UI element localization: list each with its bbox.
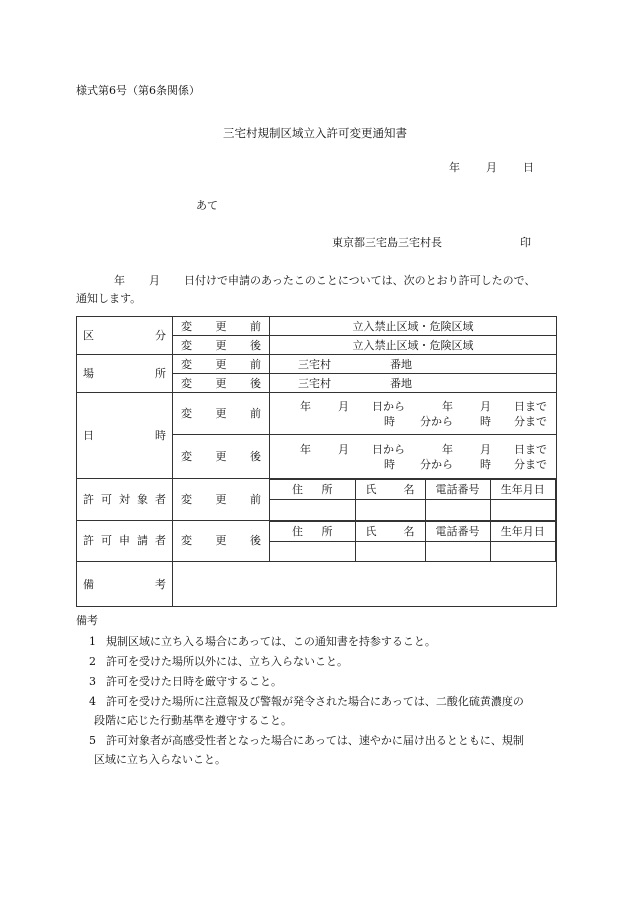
note-4-cont: 段階に応じた行動基準を遵守すること。 bbox=[94, 714, 292, 727]
addressee-suffix: あて bbox=[196, 199, 218, 212]
division-after-value: 立入禁止区域・危険区域 bbox=[270, 336, 557, 355]
issuer: 東京都三宅島三宅村長 bbox=[332, 236, 442, 249]
name-cell[interactable] bbox=[355, 500, 425, 520]
address-cell[interactable] bbox=[270, 500, 355, 520]
seal-mark: 印 bbox=[520, 236, 531, 249]
note-3-text: 許可を受けた日時を厳守すること。 bbox=[106, 675, 282, 688]
place-after-label: 変 更 後 bbox=[173, 374, 270, 393]
remarks-field[interactable] bbox=[173, 562, 557, 607]
datetime-after-value: 年 月 日から 年 月 日まで 時 分から 時 分まで bbox=[270, 435, 557, 479]
place-before-value: 三宅村 番地 bbox=[270, 355, 557, 374]
note-4-num: 4 bbox=[89, 695, 96, 708]
division-after-label: 変 更 後 bbox=[173, 336, 270, 355]
note-2-text: 許可を受けた場所以外には、立ち入らないこと。 bbox=[106, 655, 348, 668]
intro-month: 月 bbox=[149, 274, 160, 287]
applicant-after-label: 変 更 後 bbox=[173, 520, 270, 562]
note-5-cont: 区域に立ち入らないこと。 bbox=[94, 753, 226, 766]
intro-year: 年 bbox=[114, 274, 125, 287]
note-4-text: 許可を受けた場所に注意報及び警報が発令された場合にあっては、二酸化硫黄濃度の bbox=[106, 695, 524, 708]
birth-header: 生年月日 bbox=[490, 480, 556, 500]
division-before-value: 立入禁止区域・危険区域 bbox=[270, 317, 557, 336]
applicant-label: 許 可 申 請 者 bbox=[77, 520, 173, 562]
place-label: 場 所 bbox=[77, 355, 173, 393]
date-day: 日 bbox=[523, 161, 534, 174]
applicant-person-cells bbox=[270, 520, 557, 562]
place-after-value: 三宅村 番地 bbox=[270, 374, 557, 393]
permit-change-table bbox=[76, 316, 557, 607]
address-header: 住 所 bbox=[270, 480, 355, 500]
target-label: 許 可 対 象 者 bbox=[77, 479, 173, 521]
note-2-num: 2 bbox=[89, 655, 96, 668]
datetime-label: 日 時 bbox=[77, 393, 173, 479]
notes-title: 備考 bbox=[76, 614, 98, 627]
phone-cell[interactable] bbox=[425, 541, 490, 561]
birth-cell[interactable] bbox=[490, 500, 556, 520]
division-label: 区 分 bbox=[77, 317, 173, 355]
birth-cell[interactable] bbox=[490, 541, 556, 561]
division-before-label: 変 更 前 bbox=[173, 317, 270, 336]
note-5-num: 5 bbox=[89, 734, 96, 747]
datetime-before-label: 変 更 前 bbox=[173, 393, 270, 435]
note-3-num: 3 bbox=[89, 675, 96, 688]
date-year: 年 bbox=[449, 161, 460, 174]
phone-header: 電話番号 bbox=[425, 521, 490, 541]
note-1-text: 規制区域に立ち入る場合にあっては、この通知書を持参すること。 bbox=[106, 635, 436, 648]
note-5-text: 許可対象者が高感受性者となった場合にあっては、速やかに届け出るとともに、規制 bbox=[106, 734, 524, 747]
date-month: 月 bbox=[486, 161, 497, 174]
remarks-label: 備 考 bbox=[77, 562, 173, 607]
page-title: 三宅村規制区域立入許可変更通知書 bbox=[223, 126, 407, 140]
phone-header: 電話番号 bbox=[425, 480, 490, 500]
birth-header: 生年月日 bbox=[490, 521, 556, 541]
intro-line2: 通知します。 bbox=[76, 292, 142, 305]
place-before-label: 変 更 前 bbox=[173, 355, 270, 374]
datetime-after-label: 変 更 後 bbox=[173, 435, 270, 479]
note-1-num: 1 bbox=[89, 635, 96, 648]
phone-cell[interactable] bbox=[425, 500, 490, 520]
target-before-label: 変 更 前 bbox=[173, 479, 270, 521]
datetime-before-value: 年 月 日から 年 月 日まで 時 分から 時 分まで bbox=[270, 393, 557, 435]
address-cell[interactable] bbox=[270, 541, 355, 561]
name-header: 氏 名 bbox=[355, 521, 425, 541]
intro-line1: 日付けで申請のあったこのことについては、次のとおり許可したので、 bbox=[184, 274, 536, 287]
name-header: 氏 名 bbox=[355, 480, 425, 500]
target-person-cells bbox=[270, 479, 557, 521]
name-cell[interactable] bbox=[355, 541, 425, 561]
form-number: 様式第6号（第6条関係） bbox=[76, 84, 200, 97]
address-header: 住 所 bbox=[270, 521, 355, 541]
